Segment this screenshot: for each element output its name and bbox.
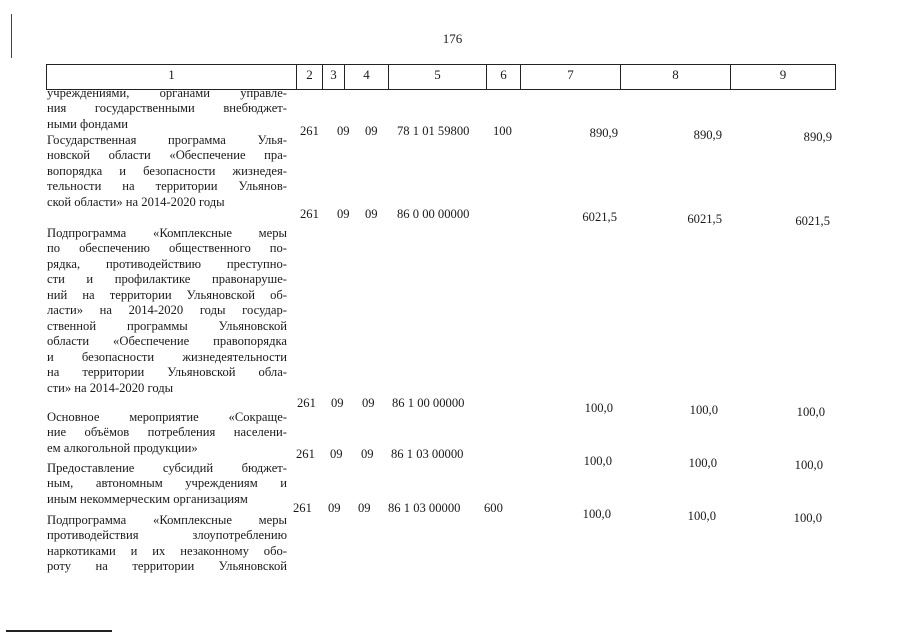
cell-col2: 261 [300, 207, 319, 221]
cell-col9: 100,0 [793, 511, 822, 525]
cell-col8: 100,0 [687, 509, 716, 523]
cell-col7: 100,0 [584, 401, 613, 415]
header-col-4: 4 [344, 64, 388, 90]
cell-col4: 09 [362, 396, 375, 410]
cell-col2: 261 [293, 501, 312, 515]
cell-col5: 86 0 00 00000 [397, 207, 470, 221]
cell-col9: 100,0 [794, 458, 823, 472]
cell-col7: 100,0 [582, 507, 611, 521]
header-col-8: 8 [620, 64, 730, 90]
header-col-1: 1 [46, 64, 296, 90]
cell-col5: 78 1 01 59800 [397, 124, 470, 138]
row-description: учреждениями, органами управле- ния государственными внебюджет- ными фондами [47, 86, 287, 131]
cell-col3: 09 [337, 124, 350, 138]
cell-col3: 09 [337, 207, 350, 221]
cell-col7: 100,0 [583, 454, 612, 468]
cell-col4: 09 [365, 207, 378, 221]
cell-col8: 6021,5 [687, 212, 722, 226]
header-col-6: 6 [486, 64, 520, 90]
row-description: Подпрограмма «Комплексные меры противодействия злоупотреблению наркотиками и их незаконному обо- роту на территории Ульяновской [47, 513, 287, 574]
header-col-9: 9 [730, 64, 836, 90]
bottom-rule [6, 630, 112, 632]
row-description: Предоставление субсидий бюджет- ным, автономным учреждениям и иным некоммерческим организациям [47, 461, 287, 506]
cell-col5: 86 1 00 00000 [392, 396, 465, 410]
cell-col5: 86 1 03 00000 [391, 447, 464, 461]
cell-col3: 09 [328, 501, 341, 515]
cell-col2: 261 [297, 396, 316, 410]
cell-col7: 6021,5 [582, 210, 617, 224]
cell-col9: 890,9 [803, 130, 832, 144]
cell-col8: 100,0 [689, 403, 718, 417]
cell-col9: 6021,5 [795, 214, 830, 228]
cell-col8: 100,0 [688, 456, 717, 470]
cell-col5: 86 1 03 00000 [388, 501, 461, 515]
cell-col3: 09 [331, 396, 344, 410]
cell-col7: 890,9 [589, 126, 618, 140]
cell-col4: 09 [365, 124, 378, 138]
cell-col6: 100 [493, 124, 512, 138]
row-description: Основное мероприятие «Сокраще- ние объёмов потребления населени- ем алкогольной продукции» [47, 410, 287, 455]
header-col-5: 5 [388, 64, 486, 90]
cell-col2: 261 [296, 447, 315, 461]
cell-col6: 600 [484, 501, 503, 515]
cell-col4: 09 [358, 501, 371, 515]
header-col-7: 7 [520, 64, 620, 90]
cell-col4: 09 [361, 447, 374, 461]
cell-col2: 261 [300, 124, 319, 138]
cell-col3: 09 [330, 447, 343, 461]
cell-col8: 890,9 [693, 128, 722, 142]
header-col-3: 3 [322, 64, 344, 90]
row-description: Государственная программа Улья- новской области «Обеспечение пра- вопорядка и безопасности жизнедея- тельности на территории Ульянов- ской области» на 2014-2020 годы [47, 133, 287, 209]
header-col-2: 2 [296, 64, 322, 90]
row-description: Подпрограмма «Комплексные меры по обеспечению общественного по- рядка, противодействию преступно- сти и профилактике правонаруше- ний на территории Ульяновской об- ласти» на 2014-2020 годы государ- ственной программы Ульяновской области «Обеспечение правопорядка и безопасности жизнедеятельности на территории Ульяновской обла- сти» на 2014-2020 годы [47, 226, 287, 395]
page-number: 176 [442, 31, 463, 46]
cell-col9: 100,0 [796, 405, 825, 419]
